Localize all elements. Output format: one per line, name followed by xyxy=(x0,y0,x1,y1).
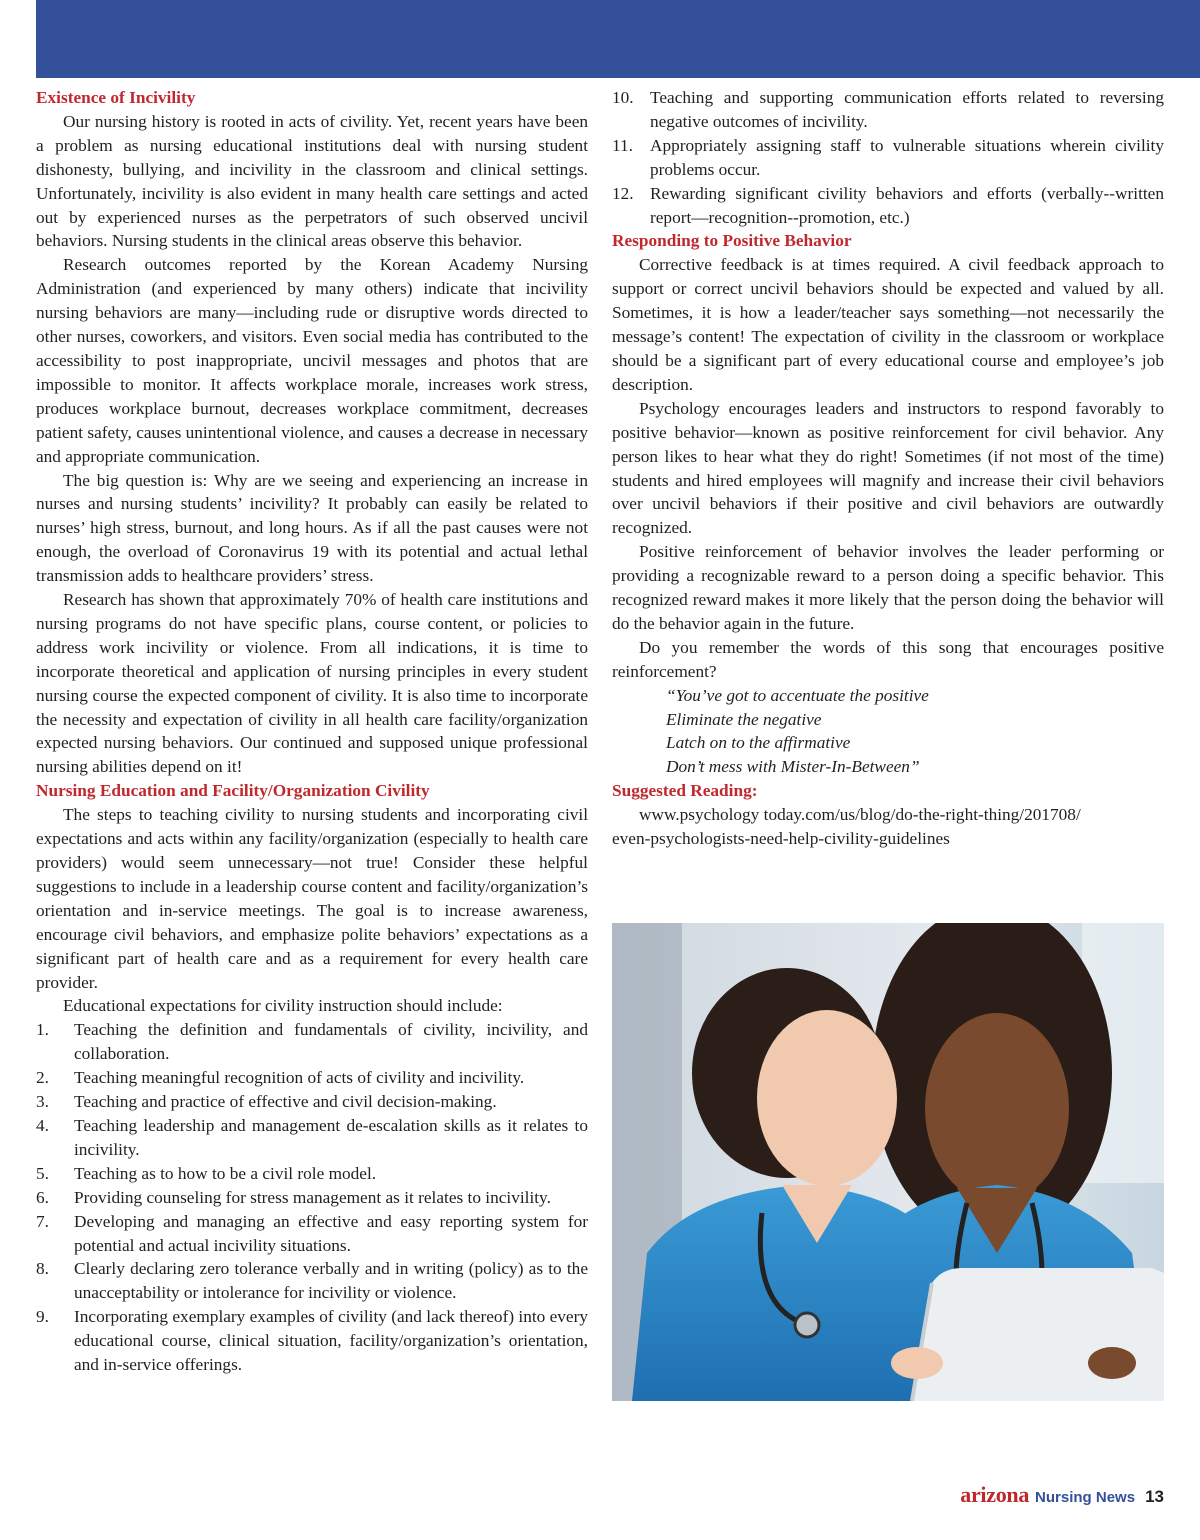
list-item: 6. Providing counseling for stress management as it relates to incivility. xyxy=(36,1187,551,1207)
list-item: 10. Teaching and supporting communication efforts related to reversing negative outcomes of incivility. xyxy=(612,88,1164,131)
paragraph: Research outcomes reported by the Korean Academy Nursing Administration (and experienced by many others) indicate that incivility nursing behaviors are many—including rude or disruptive words directed to other nurses, coworkers, and visitors. Even social media has contributed to the accessibility to post inappropriate, uncivil messages and photos that are impossible to monitor. It affects workplace morale, increases work stress, produces workplace burnout, decreases workplace commitment, decreases patient safety, causes unintentional violence, and causes a decrease in necessary and appropriate communication. xyxy=(36,255,588,466)
paragraph: Psychology encourages leaders and instructors to respond favorably to positive behavior—known as positive reinforcement for civil behavior. Any person likes to hear what they do right! Sometimes (if not most of the time) students and hired employees will magnify and increase their civil behaviors over uncivil behaviors if their positive and civil behaviors are outwardly recognized. xyxy=(612,398,1164,538)
right-column xyxy=(612,86,1164,851)
song-quote-line: Don’t mess with Mister-In-Between” xyxy=(666,757,920,777)
song-quote-line: Latch on to the affirmative xyxy=(666,733,851,753)
heading-nursing-education: Nursing Education and Facility/Organization Civility xyxy=(36,781,430,801)
list-item: 4. Teaching leadership and management de-escalation skills as it relates to incivility. xyxy=(36,1115,588,1159)
nurses-photo xyxy=(612,923,1164,1401)
list-item: 9. Incorporating exemplary examples of civility (and lack thereof) into every educational course, clinical situation, facility/organization’s orientation, and in-service offerings. xyxy=(36,1307,588,1375)
suggested-reading-url-continued: even-psychologists-need-help-civility-guidelines xyxy=(612,829,950,849)
paragraph: Corrective feedback is at times required. A civil feedback approach to support or correct uncivil behaviors should be expected and valued by all. Sometimes, it is how a leader/teacher says something—not necessarily the message’s content! The expectation of civility in the classroom or workplace should be a significant part of every educational course and employee’s job description. xyxy=(612,255,1164,394)
list-item: 11. Appropriately assigning staff to vulnerable situations wherein civility problems occur. xyxy=(612,135,1164,179)
top-banner xyxy=(36,0,1200,78)
page-footer xyxy=(960,1482,1164,1506)
list-item: 5. Teaching as to how to be a civil role model. xyxy=(36,1163,377,1183)
list-item: 7. Developing and managing an effective and easy reporting system for potential and actual incivility situations. xyxy=(36,1211,588,1255)
list-item: 8. Clearly declaring zero tolerance verbally and in writing (policy) as to the unacceptability or intolerance for incivility or violence. xyxy=(36,1259,588,1303)
heading-responding-to-positive-behavior: Responding to Positive Behavior xyxy=(612,231,852,251)
left-column xyxy=(36,86,588,1377)
paragraph: The steps to teaching civility to nursing students and incorporating civil expectations and acts within any facility/organization (especially to health care providers) would seem unnecessary—not true! Consider these helpful suggestions to include in a leadership course content and facility/organization’s orientation and in-service meetings. The goal is to increase awareness, encourage civil behaviors, and emphasize polite behaviors’ expectations as a significant part of health care and as a requirement for every health care provider. xyxy=(36,805,588,992)
song-quote-line: “You’ve got to accentuate the positive xyxy=(666,685,929,705)
song-quote-line: Eliminate the negative xyxy=(666,709,822,729)
list-item: 3. Teaching and practice of effective and civil decision-making. xyxy=(36,1092,497,1112)
heading-existence-of-incivility: Existence of Incivility xyxy=(36,88,196,107)
paragraph: Research has shown that approximately 70% of health care institutions and nursing programs do not have specific plans, course content, or policies to address work incivility or violence. From all indications, it is time to incorporate theoretical and application of nursing principles in every student nursing course the expected component of civility. It is also time to incorporate the necessity and expectation of civility in all health care facility/organization expected nursing behaviors. Our continued and supposed unique professional nursing abilities depend on it! xyxy=(36,590,588,777)
paragraph: Our nursing history is rooted in acts of civility. Yet, recent years have been a problem as nursing educational institutions deal with nursing student dishonesty, bullying, and incivility in the classroom and clinical settings. Unfortunately, incivility is also evident in many health care settings and acted out by experienced nurses as the perpetrators of such observed uncivil behaviors. Nursing students in the clinical areas observe this behavior. xyxy=(36,111,588,251)
paragraph: Positive reinforcement of behavior involves the leader performing or providing a recognizable reward to a person doing a specific behavior. This recognized reward makes it more likely that the person doing the behavior will do the behavior again in the future. xyxy=(612,542,1164,633)
list-item: 12. Rewarding significant civility behaviors and efforts (verbally--written report—recognition--promotion, etc.) xyxy=(612,183,1164,227)
civility-instruction-list-continued xyxy=(612,86,1164,229)
page-number: 13 xyxy=(1145,1487,1164,1506)
heading-suggested-reading: Suggested Reading: xyxy=(612,781,758,801)
suggested-reading-url: www.psychology today.com/us/blog/do-the-right-thing/201708/ xyxy=(639,805,1081,825)
list-item: 2. Teaching meaningful recognition of acts of civility and incivility. xyxy=(36,1068,525,1088)
publication-name: Nursing News xyxy=(1035,1489,1136,1506)
paragraph: Educational expectations for civility instruction should include: xyxy=(63,996,503,1016)
list-item: 1. Teaching the definition and fundamentals of civility, incivility, and collaboration. xyxy=(36,1020,588,1064)
paragraph: The big question is: Why are we seeing and experiencing an increase in nurses and nursing students’ incivility? It probably can easily be related to nurses’ high stress, burnout, and long hours. As if all the past causes were not enough, the overload of Coronavirus 19 with its potential and actual lethal transmission adds to healthcare providers’ stress. xyxy=(36,470,588,586)
brand-logo: arizona xyxy=(960,1482,1030,1507)
civility-instruction-list xyxy=(36,1018,588,1377)
paragraph: Do you remember the words of this song that encourages positive reinforcement? xyxy=(612,637,1164,681)
